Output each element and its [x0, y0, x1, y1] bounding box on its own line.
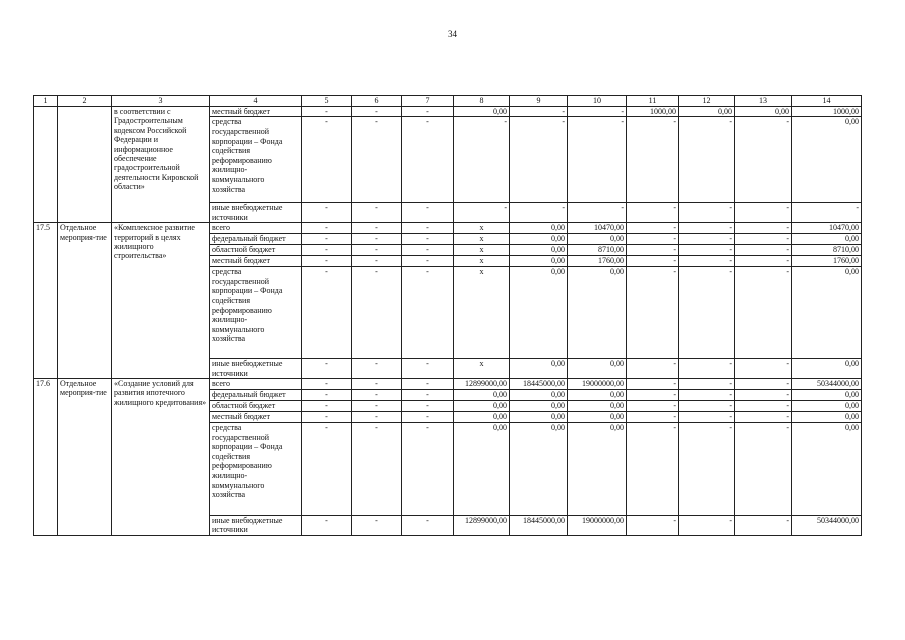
item-description-cell: в соответствии с Градостроительным кодексом Российской Федерации и информационное обеспечение градостроительной деятельности Кировской области» — [112, 107, 210, 223]
column-number-row — [34, 96, 862, 107]
value-cell: - — [352, 203, 402, 223]
value-cell: 0,00 — [792, 234, 862, 245]
value-cell: 0,00 — [792, 359, 862, 379]
value-cell: 0,00 — [792, 412, 862, 423]
value-cell: 0,00 — [510, 390, 568, 401]
item-description-cell: «Создание условий для развития ипотечного жилищного кредитования» — [112, 379, 210, 536]
value-cell: - — [627, 223, 679, 234]
value-cell: 10470,00 — [792, 223, 862, 234]
value-cell: - — [627, 412, 679, 423]
value-cell: - — [735, 516, 792, 536]
value-cell: - — [510, 203, 568, 223]
column-header: 8 — [454, 96, 510, 107]
value-cell: - — [402, 203, 454, 223]
value-cell: - — [735, 117, 792, 203]
value-cell: - — [627, 203, 679, 223]
value-cell: - — [568, 107, 627, 117]
value-cell: 0,00 — [454, 107, 510, 117]
value-cell: - — [302, 401, 352, 412]
value-cell: 18445000,00 — [510, 379, 568, 390]
value-cell: 0,00 — [735, 107, 792, 117]
value-cell: 19000000,00 — [568, 379, 627, 390]
value-cell: - — [735, 359, 792, 379]
value-cell: x — [454, 256, 510, 267]
funding-source-cell: местный бюджет — [210, 256, 302, 267]
column-header: 11 — [627, 96, 679, 107]
item-type-cell: Отдельное мероприя-тие — [58, 379, 112, 536]
value-cell: 0,00 — [510, 223, 568, 234]
value-cell: - — [454, 117, 510, 203]
value-cell: 19000000,00 — [568, 516, 627, 536]
value-cell: - — [302, 245, 352, 256]
column-header: 13 — [735, 96, 792, 107]
value-cell: 0,00 — [568, 234, 627, 245]
value-cell: x — [454, 267, 510, 359]
value-cell: 1760,00 — [568, 256, 627, 267]
funding-source-cell: федеральный бюджет — [210, 390, 302, 401]
value-cell: - — [735, 223, 792, 234]
value-cell: - — [402, 516, 454, 536]
value-cell: - — [627, 267, 679, 359]
funding-source-cell: всего — [210, 379, 302, 390]
budget-table — [33, 95, 862, 536]
value-cell: 0,00 — [510, 245, 568, 256]
value-cell: - — [352, 117, 402, 203]
value-cell: 18445000,00 — [510, 516, 568, 536]
value-cell: 12899000,00 — [454, 379, 510, 390]
value-cell: - — [627, 379, 679, 390]
funding-source-cell: областной бюджет — [210, 401, 302, 412]
funding-source-cell: средства государственной корпорации – Фонда содействия реформированию жилищно-коммунального хозяйства — [210, 423, 302, 516]
value-cell: - — [402, 107, 454, 117]
column-header: 4 — [210, 96, 302, 107]
column-header: 10 — [568, 96, 627, 107]
value-cell: - — [679, 203, 735, 223]
value-cell: - — [302, 267, 352, 359]
value-cell: - — [735, 401, 792, 412]
value-cell: 1760,00 — [792, 256, 862, 267]
column-header: 6 — [352, 96, 402, 107]
value-cell: 8710,00 — [792, 245, 862, 256]
value-cell: - — [627, 234, 679, 245]
value-cell: - — [302, 379, 352, 390]
column-header: 3 — [112, 96, 210, 107]
value-cell: - — [302, 412, 352, 423]
value-cell: 0,00 — [510, 267, 568, 359]
value-cell: - — [352, 401, 402, 412]
column-header: 7 — [402, 96, 454, 107]
column-header: 9 — [510, 96, 568, 107]
value-cell: - — [302, 359, 352, 379]
value-cell: - — [402, 412, 454, 423]
value-cell: - — [679, 412, 735, 423]
value-cell: - — [352, 390, 402, 401]
funding-source-cell: местный бюджет — [210, 412, 302, 423]
value-cell: 12899000,00 — [454, 516, 510, 536]
value-cell: - — [568, 117, 627, 203]
value-cell: 0,00 — [792, 117, 862, 203]
value-cell: 50344000,00 — [792, 379, 862, 390]
value-cell: x — [454, 245, 510, 256]
value-cell: - — [302, 234, 352, 245]
value-cell: - — [679, 223, 735, 234]
value-cell: - — [352, 223, 402, 234]
value-cell: - — [679, 267, 735, 359]
value-cell: - — [735, 412, 792, 423]
value-cell: 0,00 — [792, 423, 862, 516]
column-header: 12 — [679, 96, 735, 107]
table-row — [34, 379, 862, 390]
value-cell: 0,00 — [568, 401, 627, 412]
value-cell: 0,00 — [510, 423, 568, 516]
value-cell: - — [402, 359, 454, 379]
value-cell: - — [627, 390, 679, 401]
value-cell: 0,00 — [454, 412, 510, 423]
value-cell: - — [302, 423, 352, 516]
value-cell: - — [352, 267, 402, 359]
funding-source-cell: иные внебюджетные источники — [210, 516, 302, 536]
value-cell: - — [302, 390, 352, 401]
value-cell: - — [679, 379, 735, 390]
value-cell: - — [510, 107, 568, 117]
value-cell: 0,00 — [568, 267, 627, 359]
value-cell: - — [302, 203, 352, 223]
value-cell: - — [735, 203, 792, 223]
value-cell: - — [352, 107, 402, 117]
item-type-cell: Отдельное мероприя-тие — [58, 223, 112, 379]
value-cell: 0,00 — [510, 359, 568, 379]
value-cell: - — [352, 359, 402, 379]
value-cell: 0,00 — [568, 412, 627, 423]
value-cell: - — [679, 401, 735, 412]
value-cell: 0,00 — [454, 401, 510, 412]
value-cell: - — [627, 117, 679, 203]
value-cell: - — [679, 245, 735, 256]
value-cell: x — [454, 359, 510, 379]
value-cell: 50344000,00 — [792, 516, 862, 536]
funding-source-cell: иные внебюджетные источники — [210, 359, 302, 379]
value-cell: 0,00 — [510, 401, 568, 412]
value-cell: - — [402, 401, 454, 412]
value-cell: - — [352, 234, 402, 245]
value-cell: 0,00 — [792, 390, 862, 401]
value-cell: 1000,00 — [627, 107, 679, 117]
value-cell: - — [454, 203, 510, 223]
value-cell: - — [402, 117, 454, 203]
value-cell: 0,00 — [792, 267, 862, 359]
value-cell: - — [627, 256, 679, 267]
item-number-cell: 17.5 — [34, 223, 58, 379]
value-cell: - — [679, 234, 735, 245]
value-cell: - — [679, 516, 735, 536]
funding-source-cell: всего — [210, 223, 302, 234]
value-cell: 0,00 — [568, 423, 627, 516]
value-cell: 8710,00 — [568, 245, 627, 256]
value-cell: 1000,00 — [792, 107, 862, 117]
column-header: 1 — [34, 96, 58, 107]
value-cell: - — [402, 379, 454, 390]
value-cell: - — [302, 107, 352, 117]
value-cell: - — [402, 245, 454, 256]
value-cell: - — [402, 256, 454, 267]
value-cell: - — [352, 245, 402, 256]
value-cell: - — [302, 516, 352, 536]
item-type-cell — [58, 107, 112, 223]
page-number: 34 — [448, 29, 457, 39]
funding-source-cell: федеральный бюджет — [210, 234, 302, 245]
value-cell: x — [454, 234, 510, 245]
value-cell: - — [627, 245, 679, 256]
value-cell: - — [735, 390, 792, 401]
funding-source-cell: средства государственной корпорации – Фонда содействия реформированию жилищно-коммунального хозяйства — [210, 267, 302, 359]
value-cell: - — [679, 117, 735, 203]
value-cell: - — [627, 401, 679, 412]
value-cell: - — [352, 516, 402, 536]
value-cell: - — [402, 223, 454, 234]
item-number-cell: 17.6 — [34, 379, 58, 536]
value-cell: - — [627, 423, 679, 516]
value-cell: 0,00 — [568, 359, 627, 379]
value-cell: - — [402, 390, 454, 401]
value-cell: 0,00 — [568, 390, 627, 401]
column-header: 5 — [302, 96, 352, 107]
funding-source-cell: местный бюджет — [210, 107, 302, 117]
value-cell: 0,00 — [679, 107, 735, 117]
value-cell: - — [402, 267, 454, 359]
value-cell: - — [352, 423, 402, 516]
value-cell: - — [679, 390, 735, 401]
value-cell: - — [735, 245, 792, 256]
value-cell: - — [352, 412, 402, 423]
value-cell: x — [454, 223, 510, 234]
table-row — [34, 223, 862, 234]
value-cell: - — [302, 223, 352, 234]
item-description-cell: «Комплексное развитие территорий в целях жилищного строительства» — [112, 223, 210, 379]
value-cell: - — [302, 117, 352, 203]
value-cell: - — [302, 256, 352, 267]
value-cell: 0,00 — [792, 401, 862, 412]
value-cell: - — [735, 234, 792, 245]
value-cell: 0,00 — [454, 423, 510, 516]
value-cell: - — [792, 203, 862, 223]
column-header: 2 — [58, 96, 112, 107]
value-cell: - — [402, 234, 454, 245]
value-cell: - — [352, 256, 402, 267]
value-cell: - — [510, 117, 568, 203]
value-cell: - — [402, 423, 454, 516]
funding-source-cell: средства государственной корпорации – Фонда содействия реформированию жилищно-коммунального хозяйства — [210, 117, 302, 203]
value-cell: - — [679, 256, 735, 267]
value-cell: - — [352, 379, 402, 390]
table-body — [34, 107, 862, 536]
value-cell: - — [735, 256, 792, 267]
value-cell: 0,00 — [454, 390, 510, 401]
value-cell: 0,00 — [510, 234, 568, 245]
value-cell: - — [679, 423, 735, 516]
table-row — [34, 107, 862, 117]
value-cell: - — [679, 359, 735, 379]
value-cell: 0,00 — [510, 256, 568, 267]
column-header: 14 — [792, 96, 862, 107]
value-cell: 10470,00 — [568, 223, 627, 234]
value-cell: - — [735, 267, 792, 359]
funding-source-cell: областной бюджет — [210, 245, 302, 256]
value-cell: - — [735, 379, 792, 390]
value-cell: 0,00 — [510, 412, 568, 423]
value-cell: - — [735, 423, 792, 516]
value-cell: - — [627, 359, 679, 379]
value-cell: - — [627, 516, 679, 536]
funding-source-cell: иные внебюджетные источники — [210, 203, 302, 223]
item-number-cell — [34, 107, 58, 223]
value-cell: - — [568, 203, 627, 223]
